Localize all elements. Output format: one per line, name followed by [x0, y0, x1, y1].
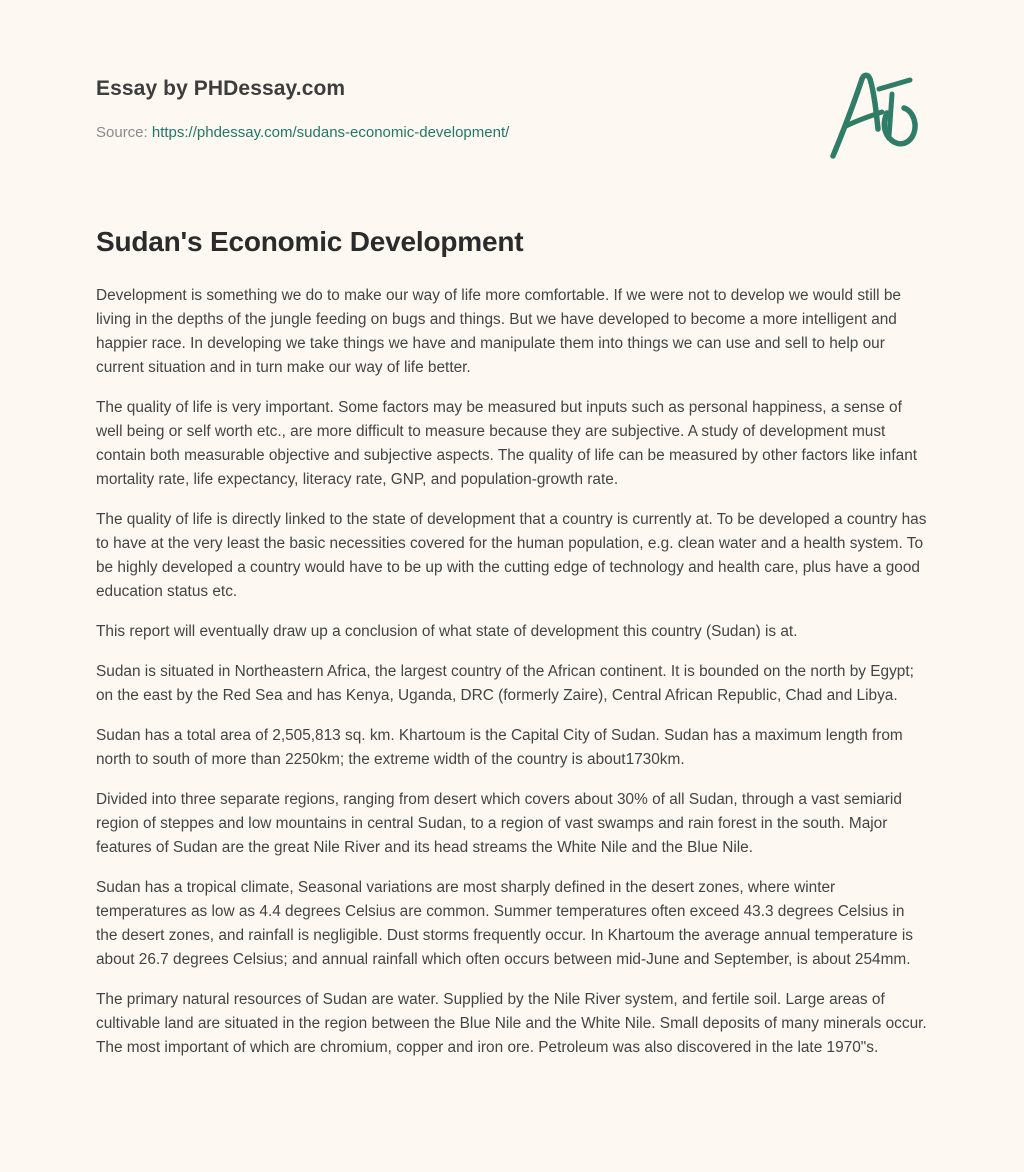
article-body — [96, 284, 930, 1076]
paragraph-2: The quality of life is very important. Some factors may be measured but inputs such as personal happiness, a sense of well being or self worth etc., are more difficult to measure because they are subjective. A study of development must contain both measurable objective and subjective aspects. The quality of life can be measured by other factors like infant mortality rate, life expectancy, literacy rate, GNP, and population-growth rate. — [96, 399, 918, 488]
source-label: Source: — [96, 124, 148, 141]
paragraph-7: Divided into three separate regions, ranging from desert which covers about 30% of all Sudan, through a vast semiarid region of steppes and low mountains in central Sudan, to a region of vast swamps and rain forest in the south. Major features of Sudan are the great Nile River and its head streams the White Nile and the Blue Nile. — [96, 791, 902, 856]
paragraph-4: This report will eventually draw up a conclusion of what state of development this country (Sudan) is at. — [96, 623, 798, 640]
paragraph-5: Sudan is situated in Northeastern Africa, the largest country of the African continent. It is bounded on the north by Egypt; on the east by the Red Sea and has Kenya, Uganda, DRC (formerly Zaire), Central African Republic, Chad and Libya. — [96, 663, 914, 704]
site-brand: Essay by PHDessay.com — [96, 77, 346, 100]
source-link[interactable]: https://phdessay.com/sudans-economic-development/ — [151, 124, 510, 141]
paragraph-9: The primary natural resources of Sudan are water. Supplied by the Nile River system, and fertile soil. Large areas of cultivable land are situated in the region between the Blue Nile and the White Nile. Small deposits of many minerals occur. The most important of which are chromium, copper and iron ore. Petroleum was also discovered in the late 1970"s. — [96, 991, 927, 1056]
paragraph-8: Sudan has a tropical climate, Seasonal variations are most sharply defined in the desert zones, where winter temperatures as low as 4.4 degrees Celsius are common. Summer temperatures often exceed 43.3 degrees Celsius in the desert zones, and rainfall is negligible. Dust storms frequently occur. In Khartoum the average annual temperature is about 26.7 degrees Celsius; and annual rainfall which often occurs between mid-June and September, is about 254mm. — [96, 879, 914, 968]
article-title: Sudan's Economic Development — [96, 226, 524, 257]
a-plus-logo-icon — [828, 64, 928, 164]
page-header — [96, 0, 928, 190]
paragraph-3: The quality of life is directly linked to the state of development that a country is currently at. To be developed a country has to have at the very least the basic necessities covered for the human population, e.g. clean water and a health system. To be highly developed a country would have to be up with the cutting edge of technology and health care, plus have a good education status etc. — [96, 511, 927, 600]
paragraph-6: Sudan has a total area of 2,505,813 sq. km. Khartoum is the Capital City of Sudan. Sudan has a maximum length from north to south of more than 2250km; the extreme width of the country is about1730km. — [96, 727, 903, 768]
source-line — [96, 124, 509, 141]
paragraph-1: Development is something we do to make our way of life more comfortable. If we were not to develop we would still be living in the depths of the jungle feeding on bugs and things. But we have developed to become a more intelligent and happier race. In developing we take things we have and manipulate them into things we can use and sell to help our current situation and in turn make our way of life better. — [96, 287, 901, 376]
